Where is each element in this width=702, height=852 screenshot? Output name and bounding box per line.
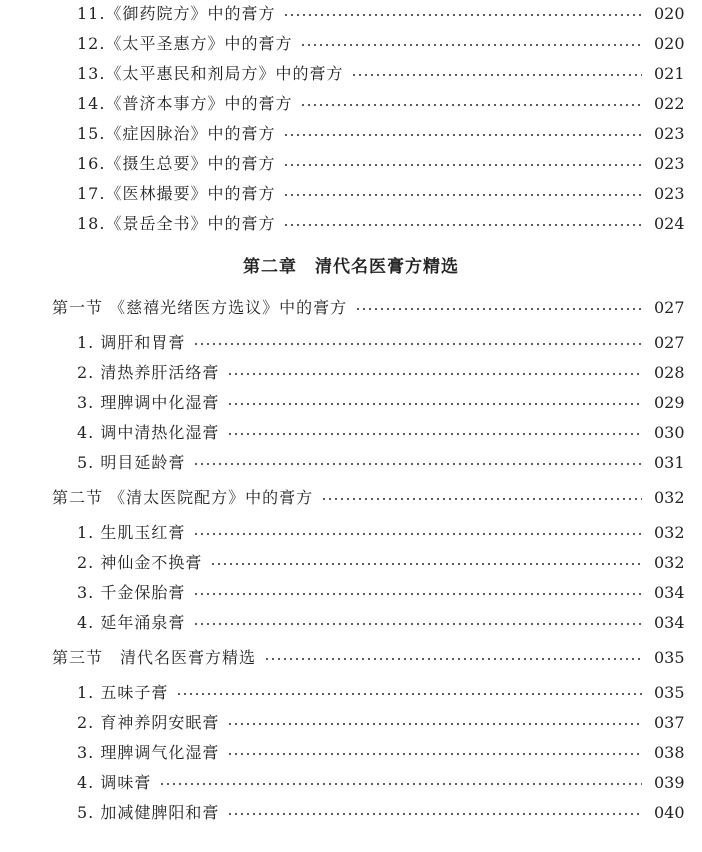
dot-leader: [321, 485, 642, 511]
page-number: 032: [654, 523, 685, 542]
page-number: 020: [654, 4, 685, 23]
entry-label: 4. 延年涌泉膏: [77, 613, 186, 632]
page-number: 023: [654, 154, 685, 173]
dot-leader: [300, 31, 642, 57]
toc-entry: [0, 1, 702, 27]
page-number: 035: [654, 648, 685, 667]
dot-leader: [227, 800, 642, 826]
entry-label: 15.《症因脉治》中的膏方: [77, 124, 276, 143]
toc-entry: [0, 770, 702, 796]
toc-entry: [0, 181, 702, 207]
dot-leader: [227, 390, 642, 416]
entry-label: 2. 清热养肝活络膏: [77, 363, 220, 382]
toc-entry: [0, 550, 702, 576]
toc-entry: [0, 61, 702, 87]
toc-entry: [0, 520, 702, 546]
dot-leader: [193, 610, 642, 636]
toc-entry: [0, 121, 702, 147]
toc-entry: [0, 710, 702, 736]
page-number: 034: [654, 583, 685, 602]
entry-label: 1. 调肝和胃膏: [77, 333, 186, 352]
dot-leader: [227, 710, 642, 736]
toc-entry: [0, 680, 702, 706]
page-number: 022: [654, 94, 685, 113]
entry-label: 4. 调中清热化湿膏: [77, 423, 220, 442]
entry-label: 12.《太平圣惠方》中的膏方: [77, 34, 293, 53]
toc-entry: [0, 580, 702, 606]
entry-label: 1. 五味子膏: [77, 683, 169, 702]
chapter-title: 第二章 清代名医膏方精选: [243, 257, 459, 277]
page-number: 032: [654, 488, 685, 507]
section-heading: [0, 645, 702, 671]
page-number: 023: [654, 124, 685, 143]
dot-leader: [193, 330, 642, 356]
page-number: 028: [654, 363, 685, 382]
entry-label: 1. 生肌玉红膏: [77, 523, 186, 542]
entry-label: 3. 千金保胎膏: [77, 583, 186, 602]
page-number: 040: [654, 803, 685, 822]
dot-leader: [227, 360, 642, 386]
entry-label: 3. 理脾调中化湿膏: [77, 393, 220, 412]
page-number: 020: [654, 34, 685, 53]
page-number: 035: [654, 683, 685, 702]
dot-leader: [193, 450, 642, 476]
page-number: 029: [654, 393, 685, 412]
toc-entry: [0, 330, 702, 356]
page-number: 037: [654, 713, 685, 732]
toc-entry: [0, 800, 702, 826]
page-number: 031: [654, 453, 685, 472]
dot-leader: [283, 121, 642, 147]
entry-label: 2. 神仙金不换膏: [77, 553, 203, 572]
entry-label: 13.《太平惠民和剂局方》中的膏方: [77, 64, 344, 83]
page-number: 030: [654, 423, 685, 442]
section-heading: [0, 295, 702, 321]
toc-entry: [0, 420, 702, 446]
entry-label: 18.《景岳全书》中的膏方: [77, 214, 276, 233]
toc-entry: [0, 450, 702, 476]
dot-leader: [283, 211, 642, 237]
dot-leader: [300, 91, 642, 117]
entry-label: 14.《普济本事方》中的膏方: [77, 94, 293, 113]
dot-leader: [193, 580, 642, 606]
entry-label: 5. 加减健脾阳和膏: [77, 803, 220, 822]
section-label: 第三节 清代名医膏方精选: [52, 648, 257, 667]
toc-entry: [0, 740, 702, 766]
toc-entry: [0, 610, 702, 636]
dot-leader: [227, 740, 642, 766]
section-heading: [0, 485, 702, 511]
toc-entry: [0, 31, 702, 57]
toc-entry: [0, 91, 702, 117]
toc-entry: [0, 211, 702, 237]
toc-entry: [0, 360, 702, 386]
section-label: 第二节 《清太医院配方》中的膏方: [52, 488, 314, 507]
entry-label: 17.《医林撮要》中的膏方: [77, 184, 276, 203]
section-label: 第一节 《慈禧光绪医方选议》中的膏方: [52, 298, 348, 317]
entry-label: 11.《御药院方》中的膏方: [77, 4, 276, 23]
dot-leader: [264, 645, 642, 671]
dot-leader: [355, 295, 642, 321]
page-number: 023: [654, 184, 685, 203]
page-number: 032: [654, 553, 685, 572]
toc-entry: [0, 390, 702, 416]
entry-label: 2. 育神养阴安眠膏: [77, 713, 220, 732]
page-number: 039: [654, 773, 685, 792]
dot-leader: [283, 181, 642, 207]
entry-label: 5. 明目延龄膏: [77, 453, 186, 472]
dot-leader: [176, 680, 642, 706]
entry-label: 4. 调味膏: [77, 773, 152, 792]
page-number: 021: [654, 64, 685, 83]
page-number: 024: [654, 214, 685, 233]
dot-leader: [193, 520, 642, 546]
entry-label: 16.《摄生总要》中的膏方: [77, 154, 276, 173]
page-number: 034: [654, 613, 685, 632]
dot-leader: [210, 550, 642, 576]
toc-entry: [0, 151, 702, 177]
dot-leader: [283, 1, 642, 27]
dot-leader: [283, 151, 642, 177]
dot-leader: [227, 420, 642, 446]
page-number: 038: [654, 743, 685, 762]
page-number: 027: [654, 333, 685, 352]
dot-leader: [159, 770, 642, 796]
entry-label: 3. 理脾调气化湿膏: [77, 743, 220, 762]
dot-leader: [351, 61, 642, 87]
page-number: 027: [654, 298, 685, 317]
